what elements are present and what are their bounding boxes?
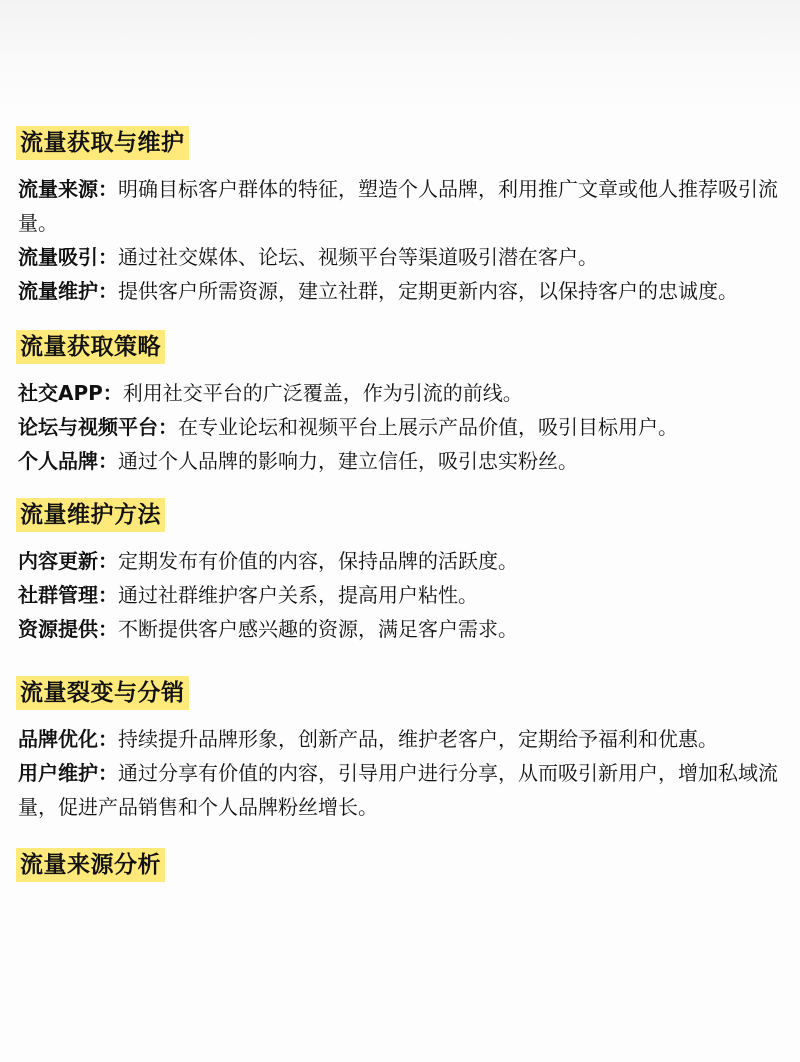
item-text: 明确目标客户群体的特征，塑造个人品牌，利用推广文章或他人推荐吸引流量。 <box>18 177 778 235</box>
article-body <box>18 126 788 894</box>
item-label: 用户维护： <box>18 761 118 785</box>
item-label: 品牌优化： <box>18 727 118 751</box>
list-item <box>18 722 788 756</box>
item-label: 流量吸引： <box>18 245 118 269</box>
item-text: 通过分享有价值的内容，引导用户进行分享，从而吸引新用户，增加私域流量，促进产品销售和个人品牌粉丝增长。 <box>18 761 778 819</box>
item-label: 流量来源： <box>18 177 118 201</box>
item-text: 定期发布有价值的内容，保持品牌的活跃度。 <box>118 549 518 573</box>
item-text: 通过个人品牌的影响力，建立信任，吸引忠实粉丝。 <box>118 449 578 473</box>
list-item <box>18 274 788 308</box>
list-item <box>18 578 788 612</box>
list-item <box>18 544 788 578</box>
item-label: 资源提供： <box>18 617 118 641</box>
list-item <box>18 376 788 410</box>
item-text: 在专业论坛和视频平台上展示产品价值，吸引目标用户。 <box>178 415 678 439</box>
list-item <box>18 240 788 274</box>
item-label: 个人品牌： <box>18 449 118 473</box>
item-text: 利用社交平台的广泛覆盖，作为引流的前线。 <box>122 381 523 405</box>
section-traffic-source-analysis <box>18 848 788 894</box>
list-item <box>18 410 788 444</box>
section-traffic-acquisition-maintenance <box>18 126 788 308</box>
item-text: 不断提供客户感兴趣的资源，满足客户需求。 <box>118 617 518 641</box>
item-text: 通过社交媒体、论坛、视频平台等渠道吸引潜在客户。 <box>118 245 598 269</box>
section-heading: 流量裂变与分销 <box>16 676 189 710</box>
item-label: 社群管理： <box>18 583 118 607</box>
item-label: 流量维护： <box>18 279 118 303</box>
item-label: 社交APP： <box>18 381 123 405</box>
item-label: 内容更新： <box>18 549 118 573</box>
item-label: 论坛与视频平台： <box>18 415 178 439</box>
section-traffic-strategy <box>18 330 788 478</box>
section-traffic-fission-distribution <box>18 676 788 824</box>
item-text: 通过社群维护客户关系，提高用户粘性。 <box>118 583 478 607</box>
list-item <box>18 172 788 240</box>
list-item <box>18 612 788 646</box>
list-item <box>18 444 788 478</box>
section-heading: 流量维护方法 <box>16 498 165 532</box>
top-blurred-area <box>0 0 800 110</box>
section-traffic-maintenance-methods <box>18 498 788 646</box>
list-item <box>18 756 788 824</box>
section-heading: 流量来源分析 <box>16 848 165 882</box>
item-text: 提供客户所需资源，建立社群，定期更新内容，以保持客户的忠诚度。 <box>118 279 738 303</box>
item-text: 持续提升品牌形象，创新产品，维护老客户，定期给予福利和优惠。 <box>118 727 718 751</box>
section-heading: 流量获取策略 <box>16 330 165 364</box>
section-heading: 流量获取与维护 <box>16 126 189 160</box>
